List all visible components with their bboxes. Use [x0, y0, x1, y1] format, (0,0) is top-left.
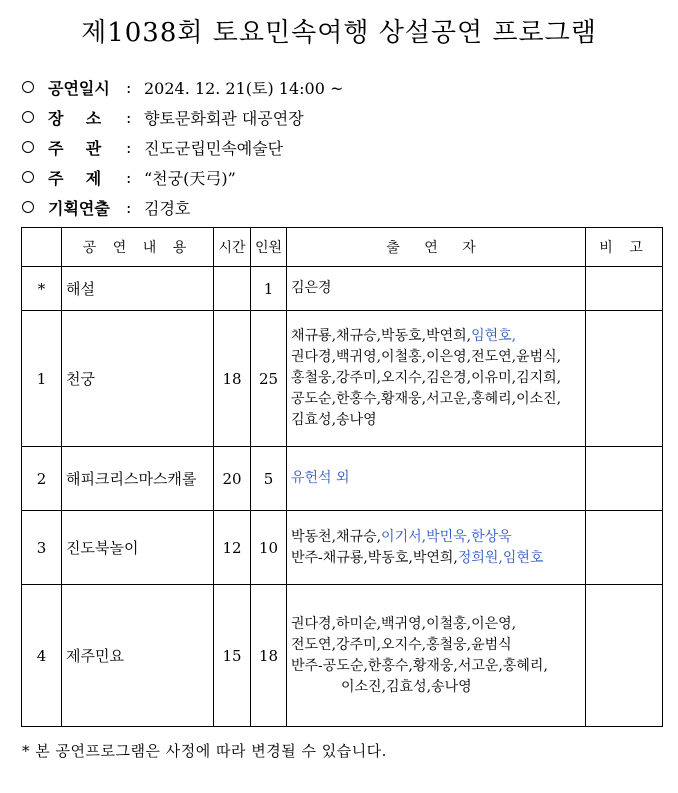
cell-no: 4: [22, 585, 62, 727]
performer-names: 반주-공도순,한홍수,황재웅,서고운,홍혜리,: [291, 657, 548, 674]
performer-line: [291, 389, 585, 410]
table-row: [22, 511, 663, 585]
performer-names: 전도연,강주미,오지수,홍철웅,윤범식: [291, 636, 512, 653]
performer-names: 이소진,김효성,송나영: [341, 678, 472, 695]
info-label: 기획연출: [48, 198, 110, 218]
performer-names: 박동천,채규승,: [291, 528, 382, 545]
cell-note: [586, 447, 663, 511]
cell-performers: [287, 267, 586, 311]
performer-names: 이기서,박민욱,한상욱: [381, 528, 512, 545]
cell-time: 15: [214, 585, 251, 727]
header-program: 공 연 내 용: [62, 228, 214, 267]
performer-names: 채규룡,채규승,박동호,박연희,: [291, 328, 472, 344]
performer-names: 권다경,백귀영,이철홍,이은영,전도연,윤범식,: [291, 349, 562, 365]
cell-program: 해설: [62, 267, 214, 311]
cell-performers: [287, 447, 586, 511]
cell-no: 3: [22, 511, 62, 585]
cell-people: 25: [251, 311, 287, 447]
cell-note: [586, 585, 663, 727]
cell-time: 18: [214, 311, 251, 447]
table-row: [22, 447, 663, 511]
colon: :: [126, 137, 132, 157]
cell-note: [586, 267, 663, 311]
circle-bullet-icon: [22, 201, 34, 213]
cell-no: *: [22, 267, 62, 311]
circle-bullet-icon: [22, 81, 34, 93]
cell-program: 진도북놀이: [62, 511, 214, 585]
header-people: 인원: [251, 228, 287, 267]
performer-names: 홍철웅,강주미,오지수,김은경,이유미,김지희,: [291, 370, 562, 386]
info-organizer: [22, 132, 343, 162]
circle-bullet-icon: [22, 171, 34, 183]
info-value: 2024. 12. 21(토) 14:00 ~: [144, 78, 344, 98]
colon: :: [126, 197, 132, 217]
header-time: 시간: [214, 228, 251, 267]
cell-no: 1: [22, 311, 62, 447]
performer-line: [291, 614, 585, 635]
program-table: [21, 227, 663, 727]
info-value: 진도군립민속예술단: [144, 138, 284, 158]
colon: :: [126, 167, 132, 187]
performer-names: 권다경,하미순,백귀영,이철홍,이은영,: [291, 615, 517, 632]
header-no: [22, 228, 62, 267]
performer-line: [291, 548, 585, 569]
cell-no: 2: [22, 447, 62, 511]
performer-line: [291, 677, 585, 698]
cell-people: 5: [251, 447, 287, 511]
info-value: 김경호: [144, 198, 191, 218]
cell-note: [586, 511, 663, 585]
cell-time: [214, 267, 251, 311]
performer-line: [291, 468, 585, 489]
colon: :: [126, 107, 132, 127]
cell-performers: [287, 511, 586, 585]
performer-line: [291, 278, 585, 299]
performer-names: 김은경: [291, 280, 332, 296]
performer-line: [291, 368, 585, 389]
performer-line: [291, 326, 585, 347]
info-date: [22, 72, 343, 102]
performer-names: 반주-채규룡,박동호,박연희,: [291, 549, 458, 566]
page-title: 제1038회 토요민속여행 상설공연 프로그램: [81, 18, 597, 48]
colon: :: [126, 77, 132, 97]
performer-names: 정희원,임현호: [457, 549, 544, 566]
circle-bullet-icon: [22, 141, 34, 153]
cell-performers: [287, 311, 586, 447]
table-row: [22, 311, 663, 447]
info-label: 주 관: [48, 138, 102, 158]
performer-line: [291, 635, 585, 656]
info-label: 주 제: [48, 168, 102, 188]
performer-line: [291, 347, 585, 368]
performer-line: [291, 527, 585, 548]
table-row: [22, 267, 663, 311]
info-theme: [22, 162, 343, 192]
performer-names: 공도순,한홍수,황재웅,서고운,홍혜리,이소진,: [291, 391, 562, 407]
cell-people: 1: [251, 267, 287, 311]
info-label: 공연일시: [48, 78, 110, 98]
cell-program: 해피크리스마스캐롤: [62, 447, 214, 511]
cell-program: 천궁: [62, 311, 214, 447]
performer-names: 유헌석 외: [291, 470, 350, 486]
performer-line: [291, 656, 585, 677]
info-value: 향토문화회관 대공연장: [144, 108, 304, 128]
header-performers: 출 연 자: [287, 228, 586, 267]
table-row: [22, 585, 663, 727]
performer-names: 임현호,: [471, 328, 517, 344]
info-venue: [22, 102, 343, 132]
table-header-row: [22, 228, 663, 267]
performer-line: [291, 410, 585, 431]
footer-note: * 본 공연프로그램은 사정에 따라 변경될 수 있습니다.: [22, 742, 387, 760]
info-director: [22, 192, 343, 222]
cell-time: 20: [214, 447, 251, 511]
cell-people: 18: [251, 585, 287, 727]
cell-note: [586, 311, 663, 447]
event-info: [22, 72, 343, 222]
info-label: 장 소: [48, 108, 102, 128]
cell-performers: [287, 585, 586, 727]
cell-program: 제주민요: [62, 585, 214, 727]
info-value: “천궁(天弓)”: [144, 168, 236, 188]
cell-people: 10: [251, 511, 287, 585]
header-note: 비 고: [586, 228, 663, 267]
cell-time: 12: [214, 511, 251, 585]
circle-bullet-icon: [22, 111, 34, 123]
performer-names: 김효성,송나영: [291, 412, 377, 428]
